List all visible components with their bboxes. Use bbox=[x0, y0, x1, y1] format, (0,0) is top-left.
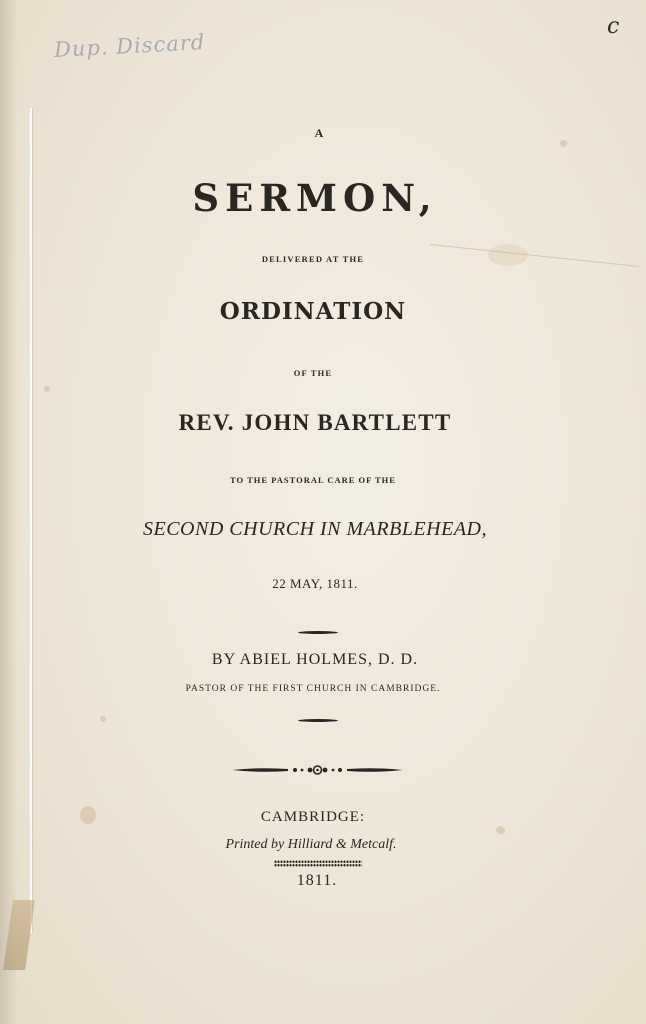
foxing-spot bbox=[560, 140, 567, 147]
imprint-year: 1811. bbox=[296, 872, 338, 889]
ornamental-rule bbox=[298, 631, 338, 634]
dotted-rule bbox=[274, 860, 362, 867]
author-title-line: PASTOR OF THE FIRST CHURCH IN CAMBRIDGE. bbox=[185, 684, 441, 694]
manuscript-corner-mark: c bbox=[607, 14, 620, 39]
occasion-heading: ORDINATION bbox=[219, 298, 407, 325]
ornamental-divider bbox=[230, 762, 405, 778]
foxing-spot bbox=[100, 716, 106, 722]
pastoral-care-line: TO THE PASTORAL CARE OF THE bbox=[230, 475, 396, 485]
foxing-spot bbox=[44, 386, 50, 392]
author-line: BY ABIEL HOLMES, D. D. bbox=[211, 651, 419, 668]
page-edge-shadow bbox=[0, 0, 18, 1024]
imprint-place: CAMBRIDGE: bbox=[260, 809, 366, 825]
delivered-line: DELIVERED AT THE bbox=[261, 254, 365, 264]
ordination-date: 22 MAY, 1811. bbox=[272, 576, 358, 591]
manuscript-note: Dup. Discard bbox=[53, 30, 206, 62]
foxing-spot bbox=[496, 826, 505, 834]
page-title: SERMON, bbox=[192, 176, 438, 220]
of-the-line: OF THE bbox=[293, 368, 333, 378]
minister-name: REV. JOHN BARTLETT bbox=[178, 410, 452, 435]
church-name: SECOND CHURCH IN MARBLEHEAD, bbox=[143, 518, 487, 540]
title-article: A bbox=[314, 126, 324, 140]
ornamental-rule bbox=[298, 719, 338, 722]
imprint-printer: Printed by Hilliard & Metcalf. bbox=[225, 837, 397, 852]
